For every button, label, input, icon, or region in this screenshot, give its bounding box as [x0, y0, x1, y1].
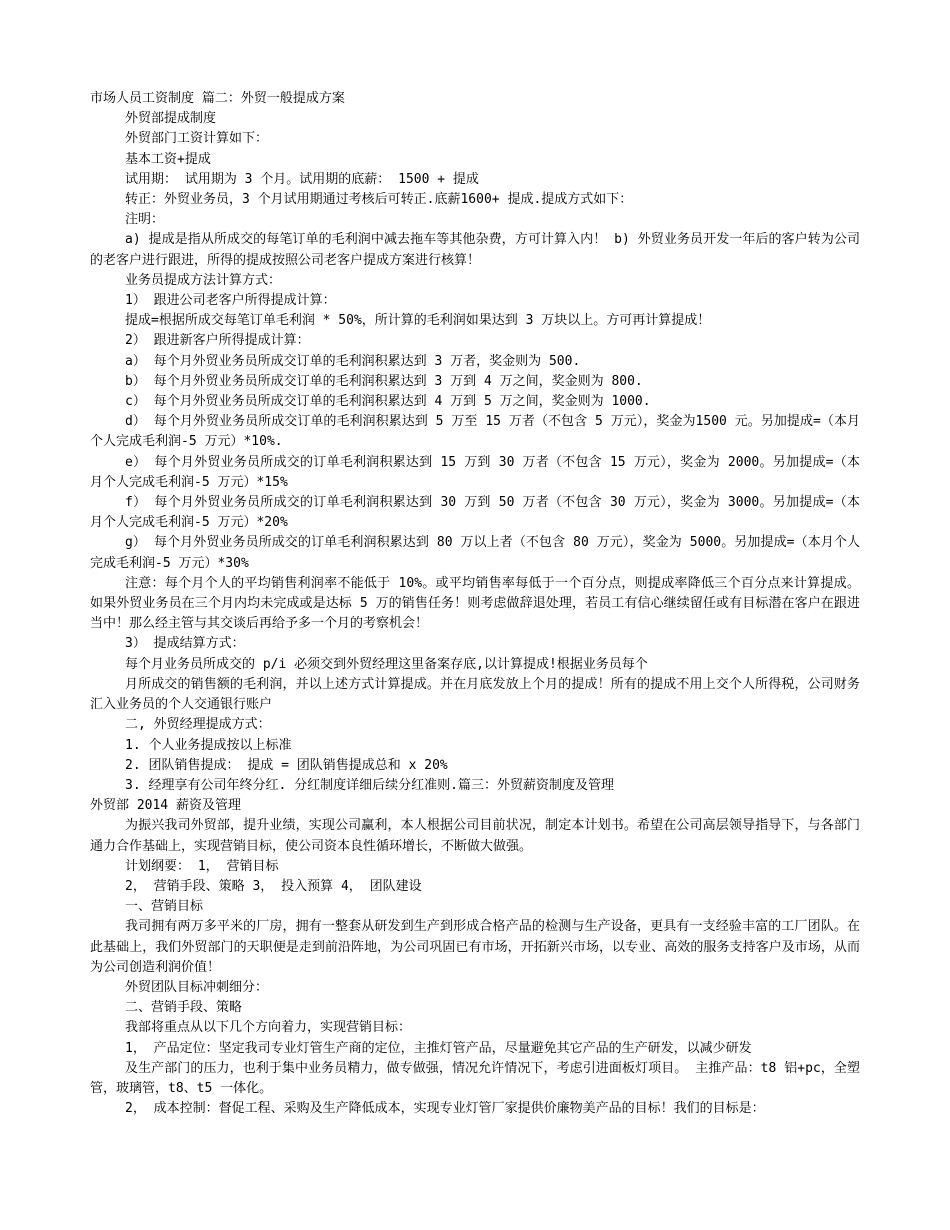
paragraph: 我司拥有两万多平米的厂房，拥有一整套从研发到生产到形成合格产品的检测与生产设备，更具有一支经验丰富的工厂团队。在此基础上，我们外贸部门的天职便是走到前沿阵地，为公司巩固已有市场，开拓新兴市场，以专业、高效的服务支持客户及市场，从而为公司创造利润价值！: [90, 919, 860, 975]
paragraph: c） 每个月外贸业务员所成交订单的毛利润积累达到 4 万到 5 万之间，奖金则为 1000.: [125, 394, 651, 410]
paragraph: g） 每个月外贸业务员所成交的订单毛利润积累达到 80 万以上者（不包含 80 万元），奖金为 5000。另加提成=（本月个人完成毛利润-5 万元）*30%: [90, 535, 860, 571]
paragraph: 外贸部提成制度: [125, 111, 217, 127]
paragraph: b） 每个月外贸业务员所成交订单的毛利润积累达到 3 万到 4 万之间，奖金则为 800.: [125, 373, 643, 389]
paragraph: 外贸部 2014 薪资及管理: [90, 798, 241, 814]
paragraph: 每个月业务员所成交的 p/i 必须交到外贸经理这里备案存底,以计算提成!根据业务员每个: [125, 656, 648, 672]
paragraph: 试用期： 试用期为 3 个月。试用期的底薪： 1500 + 提成: [125, 171, 479, 187]
paragraph: 月所成交的销售额的毛利润，并以上述方式计算提成。并在月底发放上个月的提成！所有的提成不用上交个人所得税，公司财务汇入业务员的个人交通银行账户: [90, 676, 860, 713]
paragraph: e） 每个月外贸业务员所成交的订单毛利润积累达到 15 万到 30 万者（不包含 15 万元），奖金为 2000。另加提成=（本月个人完成毛利润-5 万元）*15%: [90, 454, 860, 490]
paragraph: 我部将重点从以下几个方向着力，实现营销目标：: [125, 1020, 412, 1036]
paragraph: 2） 跟进新客户所得提成计算：: [125, 333, 310, 349]
paragraph: a) 提成是指从所成交的每笔订单的毛利润中减去拖车等其他杂费，方可计算入内！ b) 外贸业务员开发一年后的客户转为公司的老客户进行跟进，所得的提成按照公司老客户提成方案进行核算！: [90, 232, 860, 268]
paragraph: 及生产部门的压力，也利于集中业务员精力，做专做强，情况允许情况下，考虑引进面板灯项目。 主推产品：t8 铝+pc，全塑管，玻璃管，t8、t5 一体化。: [90, 1060, 860, 1096]
paragraph: 业务员提成方法计算方式：: [125, 272, 282, 288]
paragraph: f） 每个月外贸业务员所成交的订单毛利润积累达到 30 万到 50 万者（不包含 30 万元），奖金为 3000。另加提成=（本月个人完成毛利润-5 万元）*20%: [90, 495, 860, 531]
paragraph: 注明：: [125, 212, 165, 228]
paragraph: 市场人员工资制度 篇二：外贸一般提成方案: [90, 91, 345, 106]
paragraph: 2. 团队销售提成： 提成 = 团队销售提成总和 x 20%: [125, 757, 448, 773]
paragraph: 外贸团队目标冲刺细分：: [125, 979, 269, 995]
paragraph: 转正：外贸业务员，3 个月试用期通过考核后可转正.底薪1600+ 提成.提成方式如下：: [125, 192, 633, 208]
paragraph: 计划纲要： 1， 营销目标: [125, 858, 279, 874]
paragraph: 3） 提成结算方式：: [125, 636, 245, 652]
paragraph: a） 每个月外贸业务员所成交订单的毛利润积累达到 3 万者，奖金则为 500.: [125, 353, 581, 369]
paragraph: 为振兴我司外贸部，提升业绩，实现公司赢利，本人根据公司目前状况，制定本计划书。希望在公司高层领导指导下，与各部门通力合作基础上，实现营销目标，使公司资本良性循环增长，不断做大做强。: [90, 818, 860, 854]
paragraph: 2， 营销手段、策略 3， 投入预算 4， 团队建设: [125, 878, 422, 894]
paragraph: 二, 外贸经理提成方式：: [125, 717, 271, 733]
paragraph: 基本工资+提成: [125, 151, 211, 167]
paragraph: 1. 个人业务提成按以上标准: [125, 737, 292, 753]
paragraph: 1， 产品定位：坚定我司专业灯管生产商的定位，主推灯管产品，尽量避免其它产品的生产研发，以减少研发: [125, 1040, 752, 1056]
paragraph: 3. 经理享有公司年终分红. 分红制度详细后续分红准则.篇三：外贸薪资制度及管理: [125, 777, 614, 793]
document-body: [90, 89, 860, 1119]
paragraph: 二、营销手段、策略: [125, 1000, 243, 1016]
paragraph: 2， 成本控制：督促工程、采购及生产降低成本，实现专业灯管厂家提供价廉物美产品的目标！我们的目标是：: [125, 1101, 765, 1117]
paragraph: d） 每个月外贸业务员所成交订单的毛利润积累达到 5 万至 15 万者（不包含 5 万元），奖金为1500 元。另加提成=（本月个人完成毛利润-5 万元）*10%.: [90, 414, 860, 450]
paragraph: 外贸部门工资计算如下：: [125, 131, 269, 147]
paragraph: 一、营销目标: [125, 899, 204, 915]
paragraph: 注意：每个月个人的平均销售利润率不能低于 10%。或平均销售率每低于一个百分点，则提成率降低三个百分点来计算提成。 如果外贸业务员在三个月内均未完成或是达标 5 万的销售任务！则考虑做辞退处理，若员工有信心继续留任或有目标潜在客户在跟进当中！那么经主管与其交谈后再给予多一个月的考察机会！: [90, 575, 860, 632]
paragraph: 提成=根据所成交每笔订单毛利润 * 50%，所计算的毛利润如果达到 3 万块以上。方可再计算提成！: [125, 313, 711, 329]
paragraph: 1） 跟进公司老客户所得提成计算：: [125, 293, 336, 309]
